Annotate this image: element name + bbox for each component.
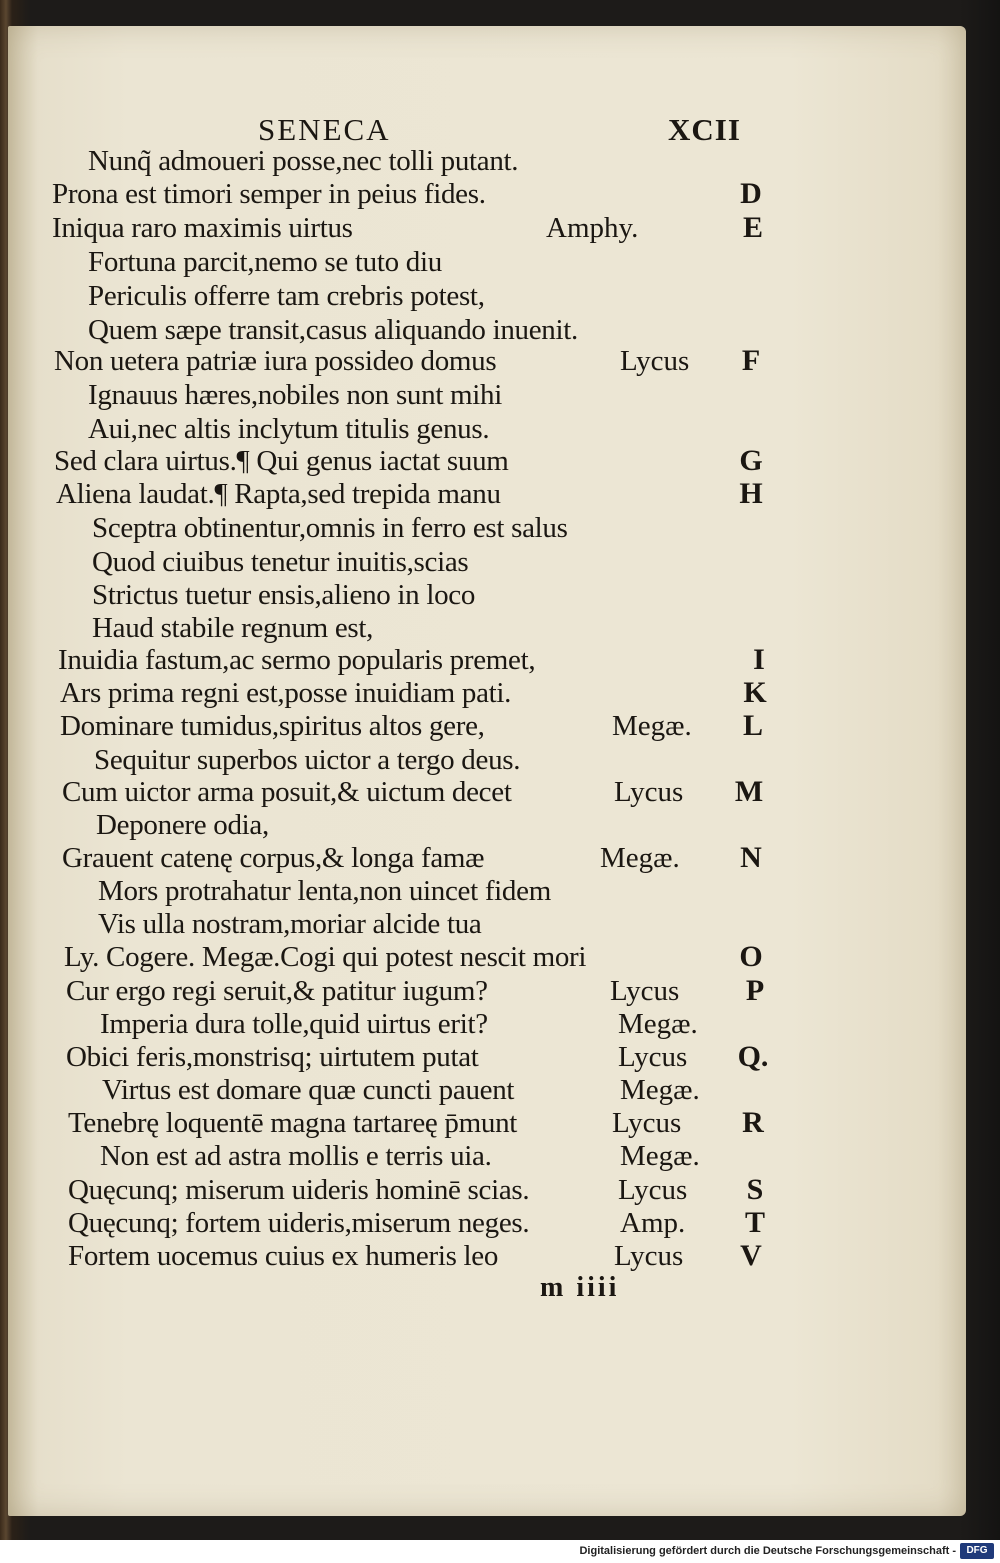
verse-line: Obici feris,monstrisq; uirtutem putat (66, 1041, 479, 1073)
verse-line: Inuidia fastum,ac sermo popularis premet, (58, 644, 536, 676)
margin-letter: D (740, 177, 762, 210)
verse-line: Non est ad astra mollis e terris uia. (100, 1140, 492, 1172)
verse-line: Iniqua raro maximis uirtus (52, 212, 353, 244)
margin-letter: F (741, 344, 761, 377)
verse-line: Haud stabile regnum est, (92, 612, 374, 644)
verse-line: Cur ergo regi seruit,& patitur iugum? (66, 975, 488, 1007)
speaker-name: Megæ. (620, 1074, 700, 1106)
verse-line: Sceptra obtinentur,omnis in ferro est salus (92, 512, 568, 544)
verse-line: Virtus est domare quæ cuncti pauent (102, 1074, 515, 1106)
verse-line: Tenebrę loquentē magna tartareę p̄munt (68, 1107, 518, 1139)
verse-line: Sed clara uirtus.¶ Qui genus iactat suum (54, 445, 509, 477)
margin-letter: P (745, 974, 765, 1007)
verse-line: Periculis offerre tam crebris potest, (88, 280, 485, 312)
verse-line: Cum uictor arma posuit,& uictum decet (62, 776, 512, 808)
verse-line: Aliena laudat.¶ Rapta,sed trepida manu (56, 478, 501, 510)
verse-line: Quem sæpe transit,casus aliquando inuenit. (88, 314, 578, 346)
funding-credit: Digitalisierung gefördert durch die Deutsche Forschungsgemeinschaft - (579, 1545, 956, 1557)
verse-line: Deponere odia, (96, 809, 269, 841)
margin-letter: H (739, 477, 763, 510)
speaker-name: Megæ. (600, 842, 680, 874)
verse-line: Fortuna parcit,nemo se tuto diu (88, 246, 442, 278)
verse-line: Ignauus hæres,nobiles non sunt mihi (88, 379, 503, 411)
speaker-name: Megæ. (618, 1008, 698, 1040)
speaker-name: Amp. (620, 1207, 686, 1239)
verse-line: Ly. Cogere. Megæ.Cogi qui potest nescit mori (64, 941, 587, 973)
verse-line: Imperia dura tolle,quid uirtus erit? (100, 1008, 488, 1040)
verse-line: Dominare tumidus,spiritus altos gere, (60, 710, 485, 742)
verse-line: Grauent catenę corpus,& longa famæ (62, 842, 485, 874)
verse-line: Strictus tuetur ensis,alieno in loco (92, 579, 476, 611)
margin-letter: L (742, 709, 763, 742)
verse-line: Mors protrahatur lenta,non uincet fidem (98, 875, 551, 907)
signature-mark: m iiii (540, 1272, 620, 1303)
margin-letter: T (744, 1206, 765, 1239)
speaker-name: Megæ. (620, 1140, 700, 1172)
margin-letter: E (742, 211, 763, 244)
margin-letter: V (740, 1239, 762, 1272)
margin-letter: R (742, 1106, 764, 1139)
folio-number: XCII (668, 112, 741, 147)
margin-letter: I (753, 643, 765, 676)
margin-letter: O (739, 940, 763, 973)
margin-letter: K (743, 676, 767, 709)
verse-line: Prona est timori semper in peius fides. (52, 178, 486, 210)
verse-line: Aui,nec altis inclytum titulis genus. (88, 413, 490, 445)
verse-line: Quod ciuibus tenetur inuitis,scias (92, 546, 469, 578)
verse-line: Nunq̃ admoueri posse,nec tolli putant. (88, 145, 519, 177)
speaker-name: Lycus (610, 975, 680, 1007)
speaker-name: Megæ. (612, 710, 692, 742)
digitization-footer (0, 1540, 1000, 1563)
verse-line: Non uetera patriæ iura possideo domus (54, 345, 497, 377)
verse-line: Sequitur superbos uictor a tergo deus. (94, 744, 521, 776)
verse-line: Ars prima regni est,posse inuidiam pati. (60, 677, 512, 709)
running-title: SENECA (258, 112, 391, 147)
verse-line: Quęcunq; miserum uideris hominē scias. (68, 1174, 530, 1206)
speaker-name: Lycus (618, 1174, 688, 1206)
speaker-name: Amphy. (546, 212, 639, 244)
speaker-name: Lycus (618, 1041, 688, 1073)
speaker-name: Lycus (620, 345, 690, 377)
margin-letter: G (739, 444, 763, 477)
speaker-name: Lycus (612, 1107, 682, 1139)
margin-letter: M (734, 775, 764, 808)
verse-line: Vis ulla nostram,moriar alcide tua (98, 908, 482, 940)
margin-letter: Q. (737, 1040, 769, 1073)
verse-line: Quęcunq; fortem uideris,miserum neges. (68, 1207, 530, 1239)
margin-letter: N (740, 841, 762, 874)
dfg-logo-icon: DFG (960, 1543, 994, 1559)
margin-letter: S (746, 1173, 764, 1206)
verse-line: Fortem uocemus cuius ex humeris leo (68, 1240, 499, 1272)
speaker-name: Lycus (614, 776, 684, 808)
speaker-name: Lycus (614, 1240, 684, 1272)
